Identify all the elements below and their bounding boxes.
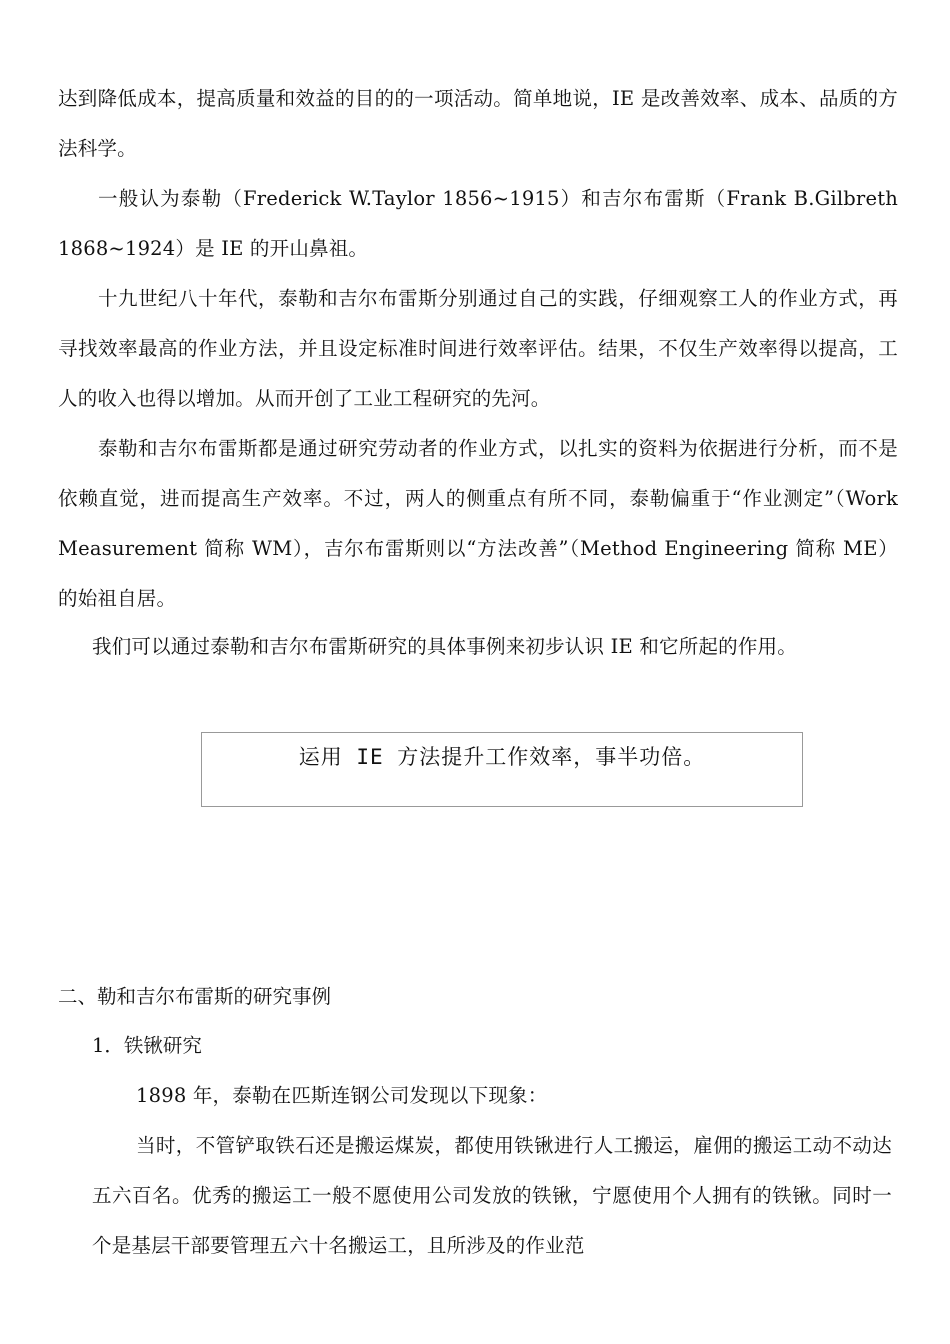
callout-box	[201, 732, 803, 807]
paragraph-1898: 1898 年，泰勒在匹斯连钢公司发现以下现象：	[136, 1084, 548, 1107]
section-heading: 二、勒和吉尔布雷斯的研究事例	[58, 985, 332, 1008]
paragraph-ie-definition: 达到降低成本，提高质量和效益的目的的一项活动。简单地说，IE 是改善效率、成本、品质的方法科学。	[58, 87, 898, 160]
paragraph-intro-cases: 我们可以通过泰勒和吉尔布雷斯研究的具体事例来初步认识 IE 和它所起的作用。	[92, 635, 797, 658]
paragraph-history: 十九世纪八十年代，泰勒和吉尔布雷斯分别通过自己的实践，仔细观察工人的作业方式，再寻找效率最高的作业方法，并且设定标准时间进行效率评估。结果，不仅生产效率得以提高，工人的收入也得以增加。从而开创了工业工程研究的先河。	[58, 287, 898, 410]
subsection-heading: 1．铁锹研究	[92, 1034, 202, 1057]
paragraph-shovel-study: 当时，不管铲取铁石还是搬运煤炭，都使用铁锹进行人工搬运，雇佣的搬运工动不动达五六百名。优秀的搬运工一般不愿使用公司发放的铁锹，宁愿使用个人拥有的铁锹。同时一个是基层干部要管理五六十名搬运工，且所涉及的作业范	[92, 1134, 892, 1257]
paragraph-methods: 泰勒和吉尔布雷斯都是通过研究劳动者的作业方式，以扎实的资料为依据进行分析，而不是依赖直觉，进而提高生产效率。不过，两人的侧重点有所不同，泰勒偏重于“作业测定”（Work Measurement 简称 WM），吉尔布雷斯则以“方法改善”（Method Engineering 简称 ME）的始祖自居。	[58, 437, 898, 610]
paragraph-founders: 一般认为泰勒（Frederick W.Taylor 1856~1915）和吉尔布雷斯（Frank B.Gilbreth 1868~1924）是 IE 的开山鼻祖。	[58, 187, 898, 260]
callout-text: 运用 IE 方法提升工作效率，事半功倍。	[298, 745, 706, 769]
